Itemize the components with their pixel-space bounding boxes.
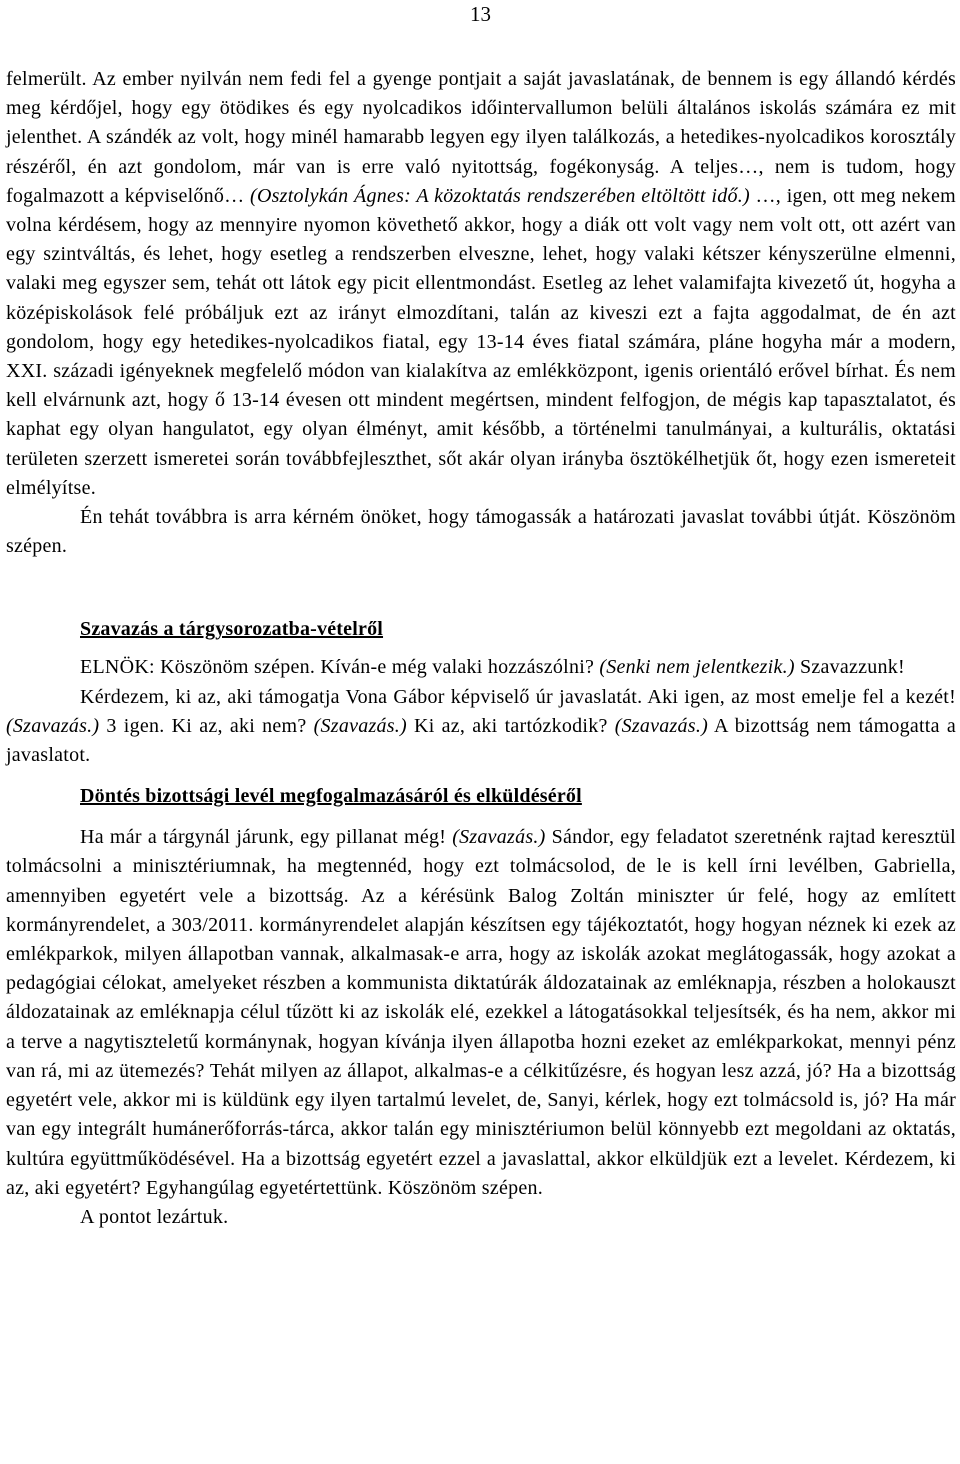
text-run: felmerült. Az ember nyilván nem fedi fel a gyenge pontjait a saját javaslatának, de bennem is egy állandó kérdés meg kérdőjel, hogy egy ötödikes és egy nyolcadikos időintervallumon belüli általános iskolás számára ez mit jelenthet. A szándék az volt, hogy minél hamarabb legyen egy ilyen találkozás, a hetedikes-nyolcadikos korosztály részéről, én azt gondolom, már van is erre való nyitottság, fogékonyság. A teljes…, nem is tudom, hogy fogalmazott a képviselőnő… <box>6 68 956 207</box>
stage-direction: (Szavazás.) <box>313 714 407 737</box>
stage-direction: (Senki nem jelentkezik.) <box>599 656 795 679</box>
spacer <box>6 561 956 615</box>
stage-direction: (Szavazás.) <box>6 714 100 737</box>
text-run: Egyhangúlag egyetértettünk. Köszönöm szépen. <box>145 1176 543 1199</box>
text-run: …, igen, ott meg nekem volna kérdésem, hogy az mennyire nyomon követhető akkor, hogy a diák ott volt vagy nem volt ott, ott azért van egy szintváltás, és lehet, hogy esetleg a rendszerben elveszne, lehet, hogy valaki kétszer kényszerülne elmenni, valaki meg egyszer sem, tehát ott látok egy picit ellentmondást. Esetleg az lehet valamifajta kivezető út, hogyha a középiskolások felé próbáljuk ezt az irányt elmozdítani, talán az kiveszi ezt a fajta aggodalmat, de én azt gondolom, hogy egy hetedikes-nyolcadikos fiatal, egy 13-14 éves fiatal számára, pláne hogyha már a modern, XXI. századi igényeknek megfelelő módon van kialakítva az emlékközpont, igenis orientáló erővel bírhat. És nem kell elvárnunk azt, hogy ő 13-14 évesen ott mindent megértsen, mindent felfogjon, de mégis kap tapasztalatot, és kaphat egy olyan hangulatot, egy olyan élményt, amit később, a történelmi tanulmányai, a kulturális, oktatási területen szerzett ismeretei során továbbfejleszthet, sőt akár olyan irányba ösztökélhetjük őt, hogy ezen ismereteit elmélyítse. <box>6 184 956 499</box>
spacer <box>6 644 956 653</box>
document-body <box>6 65 956 1232</box>
paragraph-closing: A pontot lezártuk. <box>80 1205 229 1228</box>
text-run: Szavazzunk! <box>794 656 905 679</box>
interjection: (Osztolykán Ágnes: A közoktatás rendszerében eltöltött idő.) <box>250 184 750 207</box>
text-run: Kérdezem, ki az, aki támogatja Vona Gábor képviselő úr javaslatát. Aki igen, az most emelje fel a kezét! <box>80 685 956 708</box>
text-run: A bizottság nem támogatta a javaslatot. <box>6 714 956 767</box>
text-run: 3 igen. Ki az, aki nem? <box>99 714 314 737</box>
text-run: Ki az, aki tartózkodik? <box>406 714 615 737</box>
paragraph-closing-request: Én tehát továbbra is arra kérném önöket, hogy támogassák a határozati javaslat további útját. Köszönöm szépen. <box>6 506 956 558</box>
paragraph-chair-call <box>6 653 956 682</box>
text-run: Ha már a tárgynál járunk, egy pillanat még! <box>80 826 453 849</box>
stage-direction: (Szavazás.) <box>452 826 546 849</box>
paragraph-vote-result <box>6 683 956 771</box>
spacer <box>6 811 956 823</box>
section-heading-vote: Szavazás a tárgysorozatba-vételről <box>80 618 384 641</box>
stage-direction: (Szavazás.) <box>614 714 708 737</box>
text-run: Sándor, egy feladatot szeretnénk rajtad keresztül tolmácsolni a minisztériumnak, ha megtennéd, hogy ezt tolmácsolod, de le is kell írni levélben, Gabriella, amennyiben egyetért vele a bizottság. Az a kérésünk Balog Zoltán miniszter úr felé, hogy az említett kormányrendelet, a 303/2011. kormányrendelet alapján készítsen egy tájékoztatót, hogy hogyan néznek ki ezek az emlékparkok, milyen állapotban vannak, alkalmasak-e arra, hogy az iskolák azokat meglátogassák, hogy azokat a pedagógiai célokat, amelyeket részben a kommunista diktatúrák áldozatainak az emléknapja, részben a holokauszt áldozatainak az emléknapja célul tűzött ki az iskolák elé, ezekkel a látogatásokkal teljesítsék, és ha nem, akkor mi a terve a nagytiszteletű kormánynak, hogyan kívánja ilyen állapotba hozni ezeket az emlékparkokat, mennyi pénz van rá, mi az ütemezés? Tehát milyen az állapot, alkalmas-e a célkitűzésre, és hogyan lesz azzá, jó? Ha a bizottság egyetért vele, akkor mi is küldünk egy ilyen tartalmú levelet, de, Sanyi, kérlek, hogy ezt tolmácsold is, jó? Ha már van egy integrált humánerőforrás-tárca, akkor talán egy minisztériumon belül könnyebb ezt megoldani az oktatás, kultúra együttműködésével. Ha a bizottság egyetért ezzel a javaslattal, akkor elküldjük ezt a levelet. Kérdezem, ki az, aki egyetért? <box>6 826 956 1199</box>
paragraph-opening <box>6 65 956 503</box>
spacer <box>6 770 956 782</box>
paragraph-letter-request <box>6 823 956 1203</box>
text-run: ELNÖK: Köszönöm szépen. Kíván-e még valaki hozzászólni? <box>80 656 600 679</box>
page-number: 13 <box>470 2 491 26</box>
section-heading-letter: Döntés bizottsági levél megfogalmazásáról és elküldéséről <box>80 785 582 808</box>
